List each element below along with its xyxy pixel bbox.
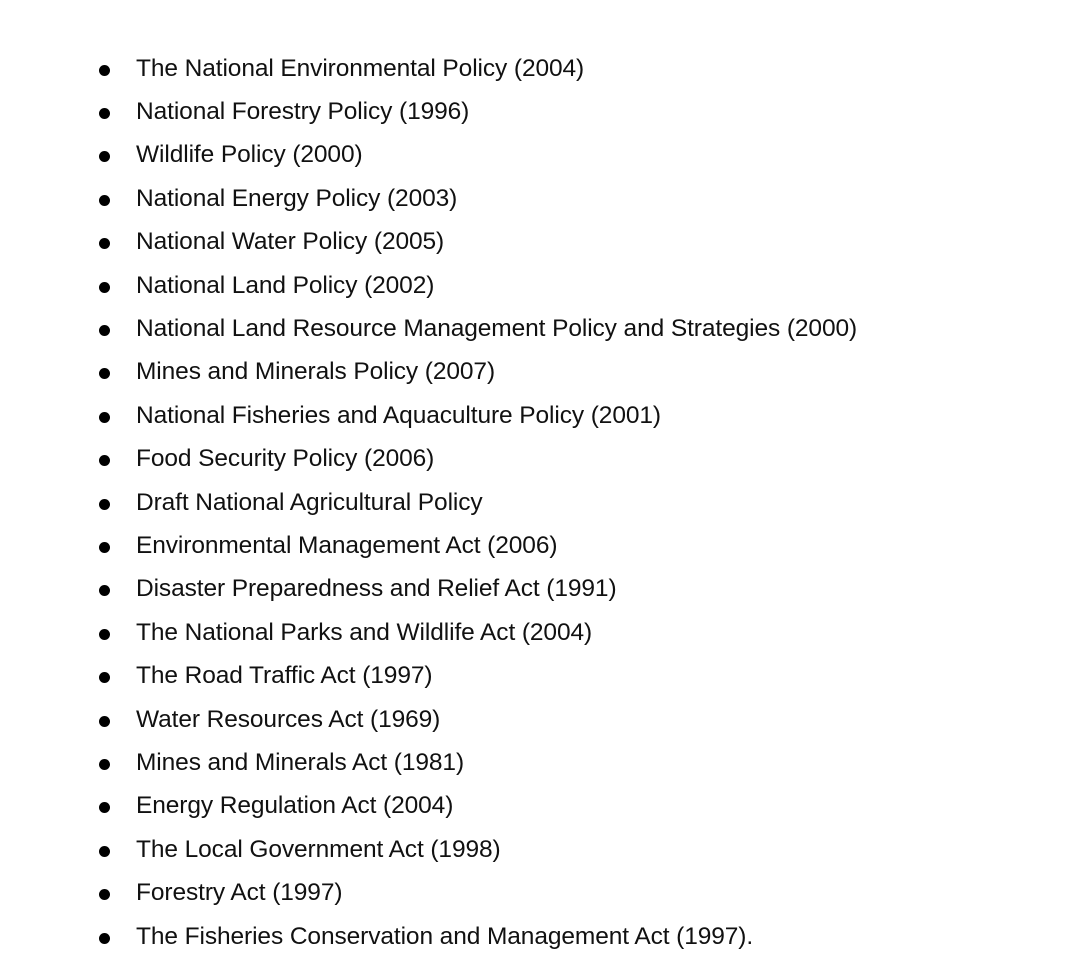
list-item-text: Environmental Management Act (2006) xyxy=(136,531,558,559)
list-item-text: Water Resources Act (1969) xyxy=(136,705,441,733)
list-item-text: The Local Government Act (1998) xyxy=(136,835,501,863)
list-item-text: Draft National Agricultural Policy xyxy=(136,488,483,516)
bullet-icon xyxy=(99,716,110,727)
bullet-icon xyxy=(99,282,110,293)
bullet-icon xyxy=(99,65,110,76)
list-item-text: The Fisheries Conservation and Management Act (1997). xyxy=(136,922,754,950)
list-item-text: Disaster Preparedness and Relief Act (1991) xyxy=(136,575,617,603)
list-item-text: Energy Regulation Act (2004) xyxy=(136,792,454,820)
list-item-text: National Water Policy (2005) xyxy=(136,228,445,256)
bullet-icon xyxy=(99,238,110,249)
bullet-icon xyxy=(99,325,110,336)
list-item-text: Mines and Minerals Act (1981) xyxy=(136,748,465,776)
bullet-icon xyxy=(99,368,110,379)
list-item-text: National Land Resource Management Policy and Strategies (2000) xyxy=(136,315,858,343)
list-item-text: Food Security Policy (2006) xyxy=(136,445,435,473)
list-item-text: National Energy Policy (2003) xyxy=(136,184,458,212)
bullet-icon xyxy=(99,151,110,162)
bullet-icon xyxy=(99,195,110,206)
list-item-text: The National Parks and Wildlife Act (2004) xyxy=(136,618,593,646)
list-item-text: The National Environmental Policy (2004) xyxy=(136,54,585,82)
bullet-icon xyxy=(99,412,110,423)
bullet-icon xyxy=(99,672,110,683)
bullet-icon xyxy=(99,585,110,596)
list-item-text: National Land Policy (2002) xyxy=(136,271,435,299)
list-item-text: Wildlife Policy (2000) xyxy=(136,141,363,169)
bullet-icon xyxy=(99,846,110,857)
list-item-text: The Road Traffic Act (1997) xyxy=(136,662,433,690)
list-item-text: Mines and Minerals Policy (2007) xyxy=(136,358,496,386)
bullet-icon xyxy=(99,629,110,640)
bullet-icon xyxy=(99,889,110,900)
list-item-text: National Forestry Policy (1996) xyxy=(136,98,470,126)
list-item-text: Forestry Act (1997) xyxy=(136,879,343,907)
bullet-icon xyxy=(99,455,110,466)
bullet-icon xyxy=(99,542,110,553)
bullet-icon xyxy=(99,108,110,119)
list-item-text: National Fisheries and Aquaculture Policy (2001) xyxy=(136,401,661,429)
bullet-icon xyxy=(99,499,110,510)
bullet-icon xyxy=(99,933,110,944)
bullet-icon xyxy=(99,802,110,813)
bullet-icon xyxy=(99,759,110,770)
